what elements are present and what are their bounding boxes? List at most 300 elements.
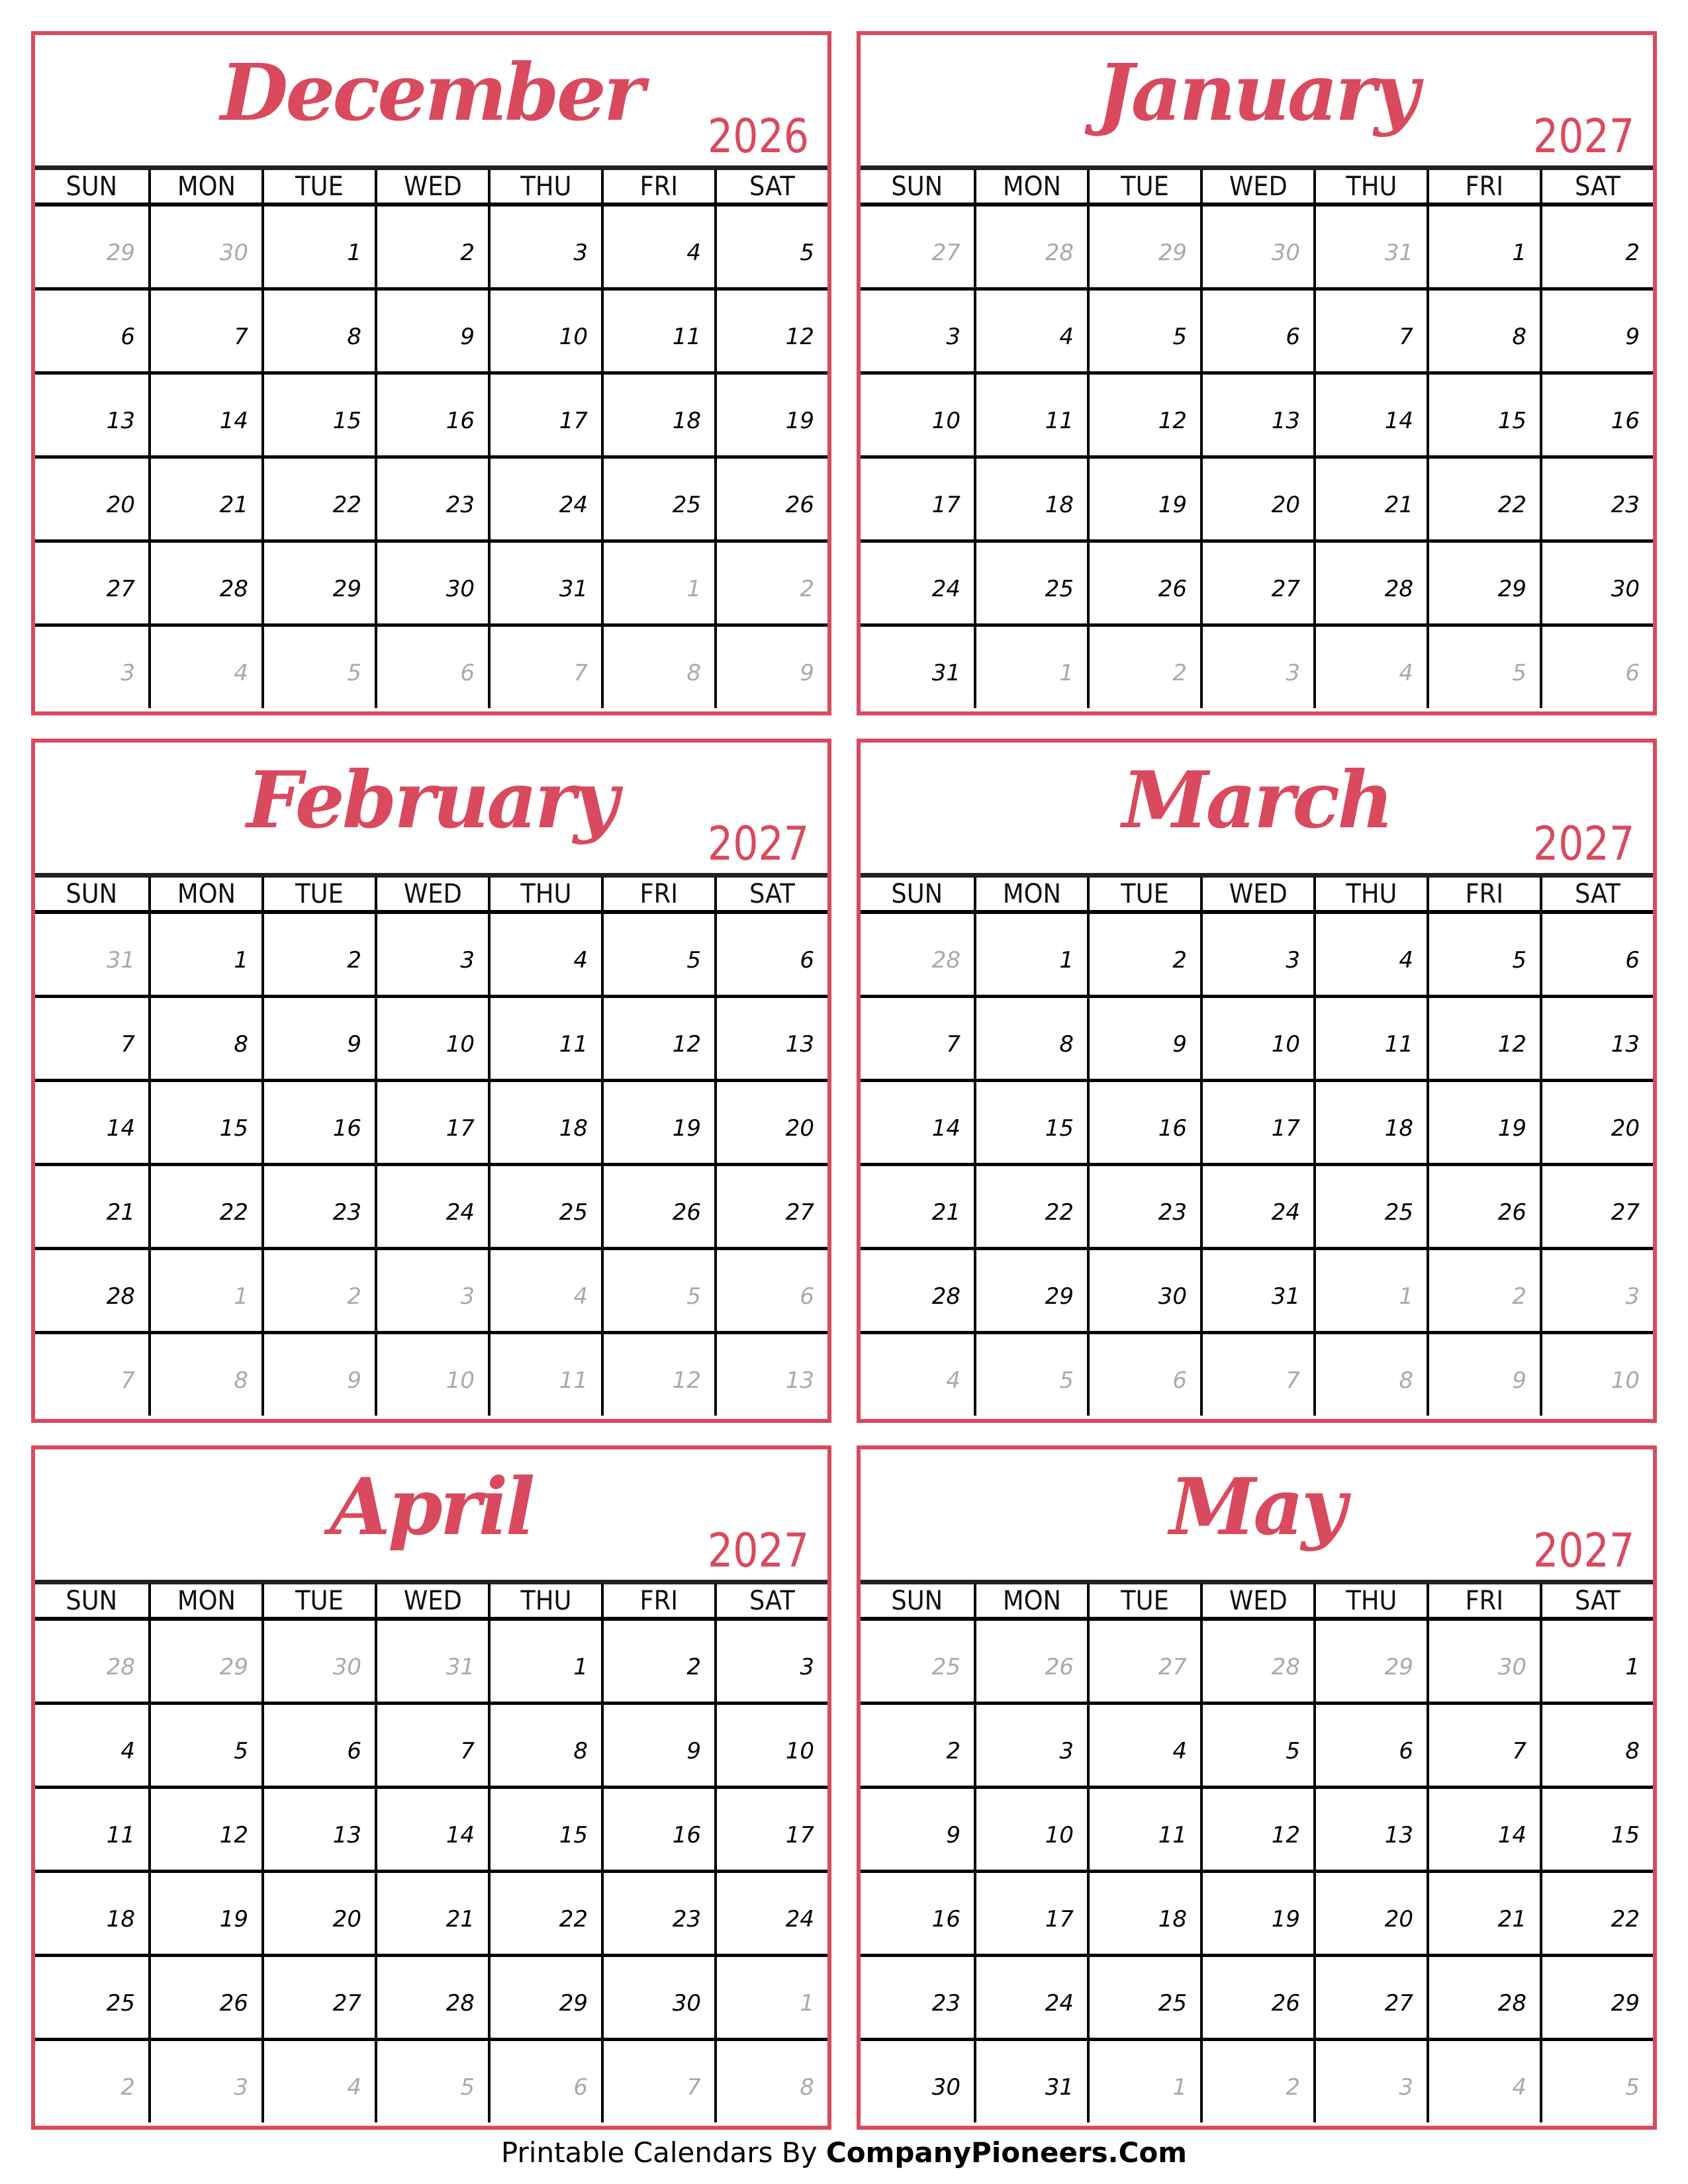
day-number: 3 bbox=[234, 2074, 248, 2101]
day-cell[interactable] bbox=[1427, 914, 1540, 995]
day-cell[interactable] bbox=[1313, 1082, 1427, 1163]
day-cell[interactable] bbox=[148, 1957, 261, 2038]
day-cell[interactable] bbox=[1200, 543, 1313, 623]
day-number: 28 bbox=[1045, 240, 1074, 266]
day-cell-adjacent-month[interactable] bbox=[375, 2041, 488, 2122]
day-cell-adjacent-month[interactable] bbox=[1540, 1250, 1653, 1331]
day-cell[interactable] bbox=[375, 1082, 488, 1163]
day-cell-adjacent-month[interactable] bbox=[35, 1621, 148, 1702]
day-cell[interactable] bbox=[148, 1705, 261, 1786]
day-cell-adjacent-month[interactable] bbox=[148, 1621, 261, 1702]
day-cell[interactable] bbox=[148, 459, 261, 539]
day-cell[interactable] bbox=[488, 1873, 601, 1954]
weekday-sun bbox=[861, 170, 974, 203]
weekday-label: WED bbox=[1229, 878, 1288, 909]
day-cell[interactable] bbox=[714, 1082, 827, 1163]
day-cell[interactable] bbox=[861, 1789, 974, 1870]
day-cell[interactable] bbox=[35, 998, 148, 1079]
day-cell[interactable] bbox=[601, 1621, 714, 1702]
day-cell-adjacent-month[interactable] bbox=[861, 914, 974, 995]
day-cell[interactable] bbox=[375, 375, 488, 455]
day-cell-adjacent-month[interactable] bbox=[261, 1250, 375, 1331]
day-cell-adjacent-month[interactable] bbox=[1313, 627, 1427, 708]
month-header bbox=[35, 35, 827, 165]
day-cell[interactable] bbox=[1540, 1873, 1653, 1954]
footer-brand-link[interactable]: CompanyPioneers.Com bbox=[825, 2136, 1188, 2169]
day-cell[interactable] bbox=[1200, 291, 1313, 371]
day-cell[interactable] bbox=[261, 459, 375, 539]
day-cell[interactable] bbox=[261, 1166, 375, 1247]
day-cell[interactable] bbox=[261, 543, 375, 623]
day-cell-adjacent-month[interactable] bbox=[714, 1250, 827, 1331]
day-cell-adjacent-month[interactable] bbox=[1087, 627, 1200, 708]
day-cell[interactable] bbox=[1313, 1705, 1427, 1786]
day-cell[interactable] bbox=[1540, 1705, 1653, 1786]
day-cell[interactable] bbox=[35, 291, 148, 371]
day-number: 31 bbox=[1384, 240, 1413, 266]
day-cell-adjacent-month[interactable] bbox=[1427, 2041, 1540, 2122]
day-cell[interactable] bbox=[1200, 1082, 1313, 1163]
weekday-fri bbox=[1427, 878, 1540, 910]
day-cell-adjacent-month[interactable] bbox=[714, 1334, 827, 1416]
day-number: 3 bbox=[460, 947, 475, 974]
day-cell-adjacent-month[interactable] bbox=[1087, 206, 1200, 287]
day-cell[interactable] bbox=[974, 1705, 1087, 1786]
day-number: 11 bbox=[106, 1822, 135, 1848]
day-cell[interactable] bbox=[488, 1789, 601, 1870]
day-cell[interactable] bbox=[974, 1166, 1087, 1247]
week-row bbox=[861, 627, 1653, 708]
day-cell[interactable] bbox=[148, 1789, 261, 1870]
day-cell[interactable] bbox=[488, 1166, 601, 1247]
week-row bbox=[861, 1789, 1653, 1873]
day-cell[interactable] bbox=[601, 459, 714, 539]
day-cell[interactable] bbox=[861, 459, 974, 539]
day-cell[interactable] bbox=[714, 1705, 827, 1786]
day-cell[interactable] bbox=[1200, 1789, 1313, 1870]
day-cell-adjacent-month[interactable] bbox=[35, 1334, 148, 1416]
weekday-label: TUE bbox=[1121, 878, 1169, 909]
day-cell[interactable] bbox=[714, 206, 827, 287]
day-cell[interactable] bbox=[714, 1621, 827, 1702]
day-cell[interactable] bbox=[601, 1166, 714, 1247]
day-cell[interactable] bbox=[1427, 206, 1540, 287]
day-cell-adjacent-month[interactable] bbox=[35, 627, 148, 708]
weekday-label: FRI bbox=[1465, 171, 1504, 202]
day-cell-adjacent-month[interactable] bbox=[148, 206, 261, 287]
day-cell[interactable] bbox=[861, 291, 974, 371]
day-cell[interactable] bbox=[861, 1250, 974, 1331]
day-cell[interactable] bbox=[974, 1250, 1087, 1331]
day-cell[interactable] bbox=[148, 291, 261, 371]
day-cell[interactable] bbox=[861, 1166, 974, 1247]
day-cell[interactable] bbox=[1087, 1250, 1200, 1331]
day-cell[interactable] bbox=[375, 1705, 488, 1786]
day-cell-adjacent-month[interactable] bbox=[488, 1334, 601, 1416]
day-cell-adjacent-month[interactable] bbox=[488, 2041, 601, 2122]
day-cell[interactable] bbox=[148, 914, 261, 995]
day-cell[interactable] bbox=[1313, 1873, 1427, 1954]
day-cell[interactable] bbox=[1427, 1789, 1540, 1870]
day-cell[interactable] bbox=[375, 1873, 488, 1954]
day-number: 27 bbox=[106, 576, 135, 602]
day-cell[interactable] bbox=[861, 375, 974, 455]
day-cell[interactable] bbox=[714, 1166, 827, 1247]
day-cell-adjacent-month[interactable] bbox=[1087, 2041, 1200, 2122]
day-cell[interactable] bbox=[488, 1705, 601, 1786]
day-cell[interactable] bbox=[1200, 1166, 1313, 1247]
day-cell[interactable] bbox=[261, 1873, 375, 1954]
day-cell[interactable] bbox=[148, 1166, 261, 1247]
day-number: 31 bbox=[931, 660, 961, 686]
week-row bbox=[861, 206, 1653, 291]
day-cell[interactable] bbox=[1540, 998, 1653, 1079]
day-cell[interactable] bbox=[714, 291, 827, 371]
day-cell[interactable] bbox=[974, 1957, 1087, 2038]
day-cell[interactable] bbox=[1540, 375, 1653, 455]
day-cell[interactable] bbox=[375, 543, 488, 623]
day-cell[interactable] bbox=[488, 543, 601, 623]
day-cell[interactable] bbox=[1313, 914, 1427, 995]
day-cell[interactable] bbox=[974, 459, 1087, 539]
day-cell[interactable] bbox=[1200, 459, 1313, 539]
day-cell-adjacent-month[interactable] bbox=[974, 1334, 1087, 1416]
day-cell[interactable] bbox=[261, 1789, 375, 1870]
day-cell[interactable] bbox=[1087, 375, 1200, 455]
day-cell[interactable] bbox=[1313, 1166, 1427, 1247]
day-cell[interactable] bbox=[601, 998, 714, 1079]
day-number: 26 bbox=[1045, 1654, 1074, 1680]
day-number: 22 bbox=[1611, 1906, 1640, 1933]
day-cell[interactable] bbox=[261, 375, 375, 455]
day-cell[interactable] bbox=[714, 998, 827, 1079]
day-cell[interactable] bbox=[375, 206, 488, 287]
day-cell[interactable] bbox=[1087, 459, 1200, 539]
day-cell-adjacent-month[interactable] bbox=[1540, 627, 1653, 708]
month-march bbox=[857, 739, 1657, 1423]
day-cell[interactable] bbox=[261, 1082, 375, 1163]
day-cell-adjacent-month[interactable] bbox=[1313, 1621, 1427, 1702]
day-cell[interactable] bbox=[1427, 375, 1540, 455]
day-cell[interactable] bbox=[1087, 1082, 1200, 1163]
day-cell[interactable] bbox=[714, 1873, 827, 1954]
day-cell[interactable] bbox=[35, 1789, 148, 1870]
day-cell[interactable] bbox=[261, 914, 375, 995]
day-cell-adjacent-month[interactable] bbox=[488, 1250, 601, 1331]
day-cell[interactable] bbox=[261, 291, 375, 371]
day-cell[interactable] bbox=[1200, 375, 1313, 455]
day-cell-adjacent-month[interactable] bbox=[1313, 1334, 1427, 1416]
day-cell-adjacent-month[interactable] bbox=[974, 627, 1087, 708]
day-cell[interactable] bbox=[148, 1082, 261, 1163]
day-cell-adjacent-month[interactable] bbox=[714, 543, 827, 623]
day-cell[interactable] bbox=[1540, 1789, 1653, 1870]
day-cell[interactable] bbox=[488, 291, 601, 371]
day-cell-adjacent-month[interactable] bbox=[375, 627, 488, 708]
day-cell[interactable] bbox=[1540, 1957, 1653, 2038]
day-cell-adjacent-month[interactable] bbox=[974, 206, 1087, 287]
day-cell[interactable] bbox=[148, 998, 261, 1079]
day-cell[interactable] bbox=[974, 2041, 1087, 2122]
day-cell[interactable] bbox=[974, 291, 1087, 371]
day-number: 30 bbox=[672, 1990, 701, 2017]
day-cell[interactable] bbox=[601, 206, 714, 287]
day-cell[interactable] bbox=[375, 1957, 488, 2038]
day-cell-adjacent-month[interactable] bbox=[35, 2041, 148, 2122]
day-cell[interactable] bbox=[974, 1789, 1087, 1870]
day-cell[interactable] bbox=[861, 2041, 974, 2122]
day-cell-adjacent-month[interactable] bbox=[1540, 2041, 1653, 2122]
day-number: 21 bbox=[1497, 1906, 1526, 1933]
day-cell-adjacent-month[interactable] bbox=[375, 1334, 488, 1416]
day-cell[interactable] bbox=[261, 206, 375, 287]
day-cell[interactable] bbox=[1087, 1957, 1200, 2038]
day-cell-adjacent-month[interactable] bbox=[1313, 1250, 1427, 1331]
day-cell[interactable] bbox=[861, 1873, 974, 1954]
day-cell-adjacent-month[interactable] bbox=[1200, 1334, 1313, 1416]
day-cell-adjacent-month[interactable] bbox=[1427, 1334, 1540, 1416]
day-cell[interactable] bbox=[1087, 1705, 1200, 1786]
day-cell[interactable] bbox=[1427, 1873, 1540, 1954]
day-cell[interactable] bbox=[1427, 998, 1540, 1079]
day-cell[interactable] bbox=[974, 1873, 1087, 1954]
day-cell[interactable] bbox=[488, 206, 601, 287]
day-cell-adjacent-month[interactable] bbox=[148, 627, 261, 708]
day-cell[interactable] bbox=[261, 1705, 375, 1786]
day-cell[interactable] bbox=[1087, 1873, 1200, 1954]
day-cell[interactable] bbox=[35, 1250, 148, 1331]
day-cell[interactable] bbox=[35, 1957, 148, 2038]
week-row bbox=[35, 1621, 827, 1705]
day-cell-adjacent-month[interactable] bbox=[861, 1621, 974, 1702]
day-cell-adjacent-month[interactable] bbox=[1540, 1334, 1653, 1416]
day-cell-adjacent-month[interactable] bbox=[1200, 2041, 1313, 2122]
day-number: 9 bbox=[946, 1822, 961, 1848]
day-cell[interactable] bbox=[1200, 1705, 1313, 1786]
day-cell[interactable] bbox=[1313, 1957, 1427, 2038]
day-number: 16 bbox=[1158, 1115, 1187, 1142]
day-cell-adjacent-month[interactable] bbox=[261, 627, 375, 708]
day-cell[interactable] bbox=[1427, 1957, 1540, 2038]
day-cell-adjacent-month[interactable] bbox=[1427, 1621, 1540, 1702]
day-number: 6 bbox=[347, 1738, 361, 1764]
day-cell[interactable] bbox=[601, 375, 714, 455]
day-cell[interactable] bbox=[1200, 1957, 1313, 2038]
day-number: 13 bbox=[1611, 1031, 1640, 1058]
day-cell[interactable] bbox=[714, 914, 827, 995]
day-number: 15 bbox=[559, 1822, 588, 1848]
day-cell[interactable] bbox=[375, 291, 488, 371]
day-cell[interactable] bbox=[1540, 543, 1653, 623]
weekday-label: TUE bbox=[1121, 1585, 1169, 1616]
day-cell-adjacent-month[interactable] bbox=[375, 1621, 488, 1702]
day-cell-adjacent-month[interactable] bbox=[601, 1250, 714, 1331]
day-number: 23 bbox=[672, 1906, 701, 1933]
weekday-sat bbox=[714, 878, 827, 910]
day-number: 2 bbox=[347, 947, 361, 974]
day-cell[interactable] bbox=[488, 914, 601, 995]
day-cell[interactable] bbox=[1087, 543, 1200, 623]
day-cell[interactable] bbox=[1087, 1789, 1200, 1870]
day-cell[interactable] bbox=[861, 1082, 974, 1163]
day-cell[interactable] bbox=[375, 1789, 488, 1870]
weekday-label: MON bbox=[1002, 878, 1061, 909]
day-cell[interactable] bbox=[1200, 1250, 1313, 1331]
day-cell[interactable] bbox=[974, 998, 1087, 1079]
day-cell[interactable] bbox=[601, 1873, 714, 1954]
day-cell[interactable] bbox=[1540, 291, 1653, 371]
day-cell[interactable] bbox=[1427, 1082, 1540, 1163]
day-cell[interactable] bbox=[35, 1082, 148, 1163]
day-cell[interactable] bbox=[1087, 914, 1200, 995]
day-cell[interactable] bbox=[974, 1082, 1087, 1163]
day-number: 23 bbox=[1611, 492, 1640, 518]
day-cell[interactable] bbox=[1540, 206, 1653, 287]
day-cell-adjacent-month[interactable] bbox=[1200, 1621, 1313, 1702]
day-cell-adjacent-month[interactable] bbox=[1087, 1334, 1200, 1416]
day-cell[interactable] bbox=[1427, 543, 1540, 623]
day-cell[interactable] bbox=[714, 375, 827, 455]
day-cell[interactable] bbox=[1313, 291, 1427, 371]
day-cell[interactable] bbox=[488, 375, 601, 455]
day-cell[interactable] bbox=[861, 1957, 974, 2038]
day-cell[interactable] bbox=[35, 375, 148, 455]
day-cell[interactable] bbox=[148, 375, 261, 455]
day-cell[interactable] bbox=[375, 998, 488, 1079]
day-cell[interactable] bbox=[35, 1166, 148, 1247]
day-cell-adjacent-month[interactable] bbox=[1313, 2041, 1427, 2122]
day-cell-adjacent-month[interactable] bbox=[488, 627, 601, 708]
day-cell[interactable] bbox=[148, 543, 261, 623]
day-cell-adjacent-month[interactable] bbox=[861, 1334, 974, 1416]
day-cell-adjacent-month[interactable] bbox=[261, 1621, 375, 1702]
day-cell[interactable] bbox=[974, 914, 1087, 995]
day-cell[interactable] bbox=[601, 291, 714, 371]
day-cell[interactable] bbox=[35, 1705, 148, 1786]
day-cell[interactable] bbox=[35, 543, 148, 623]
day-cell[interactable] bbox=[601, 1082, 714, 1163]
day-cell-adjacent-month[interactable] bbox=[35, 914, 148, 995]
day-cell-adjacent-month[interactable] bbox=[1427, 627, 1540, 708]
day-cell[interactable] bbox=[488, 459, 601, 539]
day-cell[interactable] bbox=[861, 998, 974, 1079]
day-cell[interactable] bbox=[1427, 291, 1540, 371]
day-cell-adjacent-month[interactable] bbox=[1087, 1621, 1200, 1702]
day-cell-adjacent-month[interactable] bbox=[261, 2041, 375, 2122]
day-cell[interactable] bbox=[601, 914, 714, 995]
day-cell-adjacent-month[interactable] bbox=[714, 627, 827, 708]
day-number: 14 bbox=[931, 1115, 961, 1142]
day-cell-adjacent-month[interactable] bbox=[1313, 206, 1427, 287]
day-number: 5 bbox=[234, 1738, 248, 1764]
day-cell[interactable] bbox=[488, 1082, 601, 1163]
week-row bbox=[35, 206, 827, 291]
week-row bbox=[861, 1957, 1653, 2041]
day-cell-adjacent-month[interactable] bbox=[1427, 1250, 1540, 1331]
day-cell[interactable] bbox=[861, 627, 974, 708]
day-cell[interactable] bbox=[1087, 998, 1200, 1079]
day-cell[interactable] bbox=[261, 1957, 375, 2038]
day-cell-adjacent-month[interactable] bbox=[35, 206, 148, 287]
day-cell-adjacent-month[interactable] bbox=[1200, 206, 1313, 287]
day-cell[interactable] bbox=[375, 459, 488, 539]
day-cell-adjacent-month[interactable] bbox=[714, 1957, 827, 2038]
day-cell[interactable] bbox=[1427, 1705, 1540, 1786]
day-cell-adjacent-month[interactable] bbox=[861, 206, 974, 287]
day-cell[interactable] bbox=[1427, 459, 1540, 539]
day-cell-adjacent-month[interactable] bbox=[261, 1334, 375, 1416]
day-cell[interactable] bbox=[261, 998, 375, 1079]
day-number: 18 bbox=[672, 408, 701, 434]
day-number: 15 bbox=[1497, 408, 1526, 434]
day-cell[interactable] bbox=[488, 1957, 601, 2038]
day-number: 28 bbox=[1271, 1654, 1300, 1680]
day-cell[interactable] bbox=[861, 543, 974, 623]
day-cell[interactable] bbox=[1540, 1166, 1653, 1247]
day-cell[interactable] bbox=[1313, 1789, 1427, 1870]
day-cell[interactable] bbox=[1200, 1873, 1313, 1954]
day-cell[interactable] bbox=[861, 1705, 974, 1786]
day-cell[interactable] bbox=[1313, 375, 1427, 455]
day-cell[interactable] bbox=[1540, 1621, 1653, 1702]
day-cell[interactable] bbox=[148, 1873, 261, 1954]
weekday-wed bbox=[1200, 170, 1313, 203]
day-cell[interactable] bbox=[1087, 1166, 1200, 1247]
day-number: 6 bbox=[120, 324, 135, 350]
day-cell[interactable] bbox=[1313, 543, 1427, 623]
day-number: 4 bbox=[1512, 2074, 1526, 2101]
day-cell[interactable] bbox=[375, 1166, 488, 1247]
day-cell[interactable] bbox=[1200, 914, 1313, 995]
day-cell[interactable] bbox=[974, 543, 1087, 623]
day-cell-adjacent-month[interactable] bbox=[974, 1621, 1087, 1702]
day-cell[interactable] bbox=[488, 998, 601, 1079]
day-cell[interactable] bbox=[35, 459, 148, 539]
day-cell[interactable] bbox=[488, 1621, 601, 1702]
day-cell-adjacent-month[interactable] bbox=[601, 1334, 714, 1416]
day-cell[interactable] bbox=[601, 1957, 714, 2038]
day-cell[interactable] bbox=[1087, 291, 1200, 371]
day-cell[interactable] bbox=[35, 1873, 148, 1954]
day-cell[interactable] bbox=[1540, 1082, 1653, 1163]
day-cell[interactable] bbox=[1427, 1166, 1540, 1247]
day-cell[interactable] bbox=[601, 1705, 714, 1786]
day-number: 7 bbox=[686, 2074, 701, 2101]
day-cell[interactable] bbox=[1540, 459, 1653, 539]
day-cell[interactable] bbox=[1540, 914, 1653, 995]
day-cell-adjacent-month[interactable] bbox=[601, 543, 714, 623]
day-cell[interactable] bbox=[1313, 459, 1427, 539]
day-cell[interactable] bbox=[1313, 998, 1427, 1079]
day-number: 16 bbox=[672, 1822, 701, 1848]
day-cell[interactable] bbox=[714, 1789, 827, 1870]
day-cell-adjacent-month[interactable] bbox=[148, 1250, 261, 1331]
day-cell-adjacent-month[interactable] bbox=[714, 2041, 827, 2122]
day-cell[interactable] bbox=[601, 1789, 714, 1870]
weekday-thu bbox=[488, 1584, 601, 1617]
day-cell[interactable] bbox=[375, 914, 488, 995]
day-cell-adjacent-month[interactable] bbox=[601, 627, 714, 708]
day-cell-adjacent-month[interactable] bbox=[148, 2041, 261, 2122]
day-cell[interactable] bbox=[714, 459, 827, 539]
day-cell-adjacent-month[interactable] bbox=[148, 1334, 261, 1416]
day-number: 18 bbox=[559, 1115, 588, 1142]
day-cell[interactable] bbox=[1200, 998, 1313, 1079]
day-cell-adjacent-month[interactable] bbox=[601, 2041, 714, 2122]
day-cell-adjacent-month[interactable] bbox=[1200, 627, 1313, 708]
day-cell-adjacent-month[interactable] bbox=[375, 1250, 488, 1331]
day-cell[interactable] bbox=[974, 375, 1087, 455]
